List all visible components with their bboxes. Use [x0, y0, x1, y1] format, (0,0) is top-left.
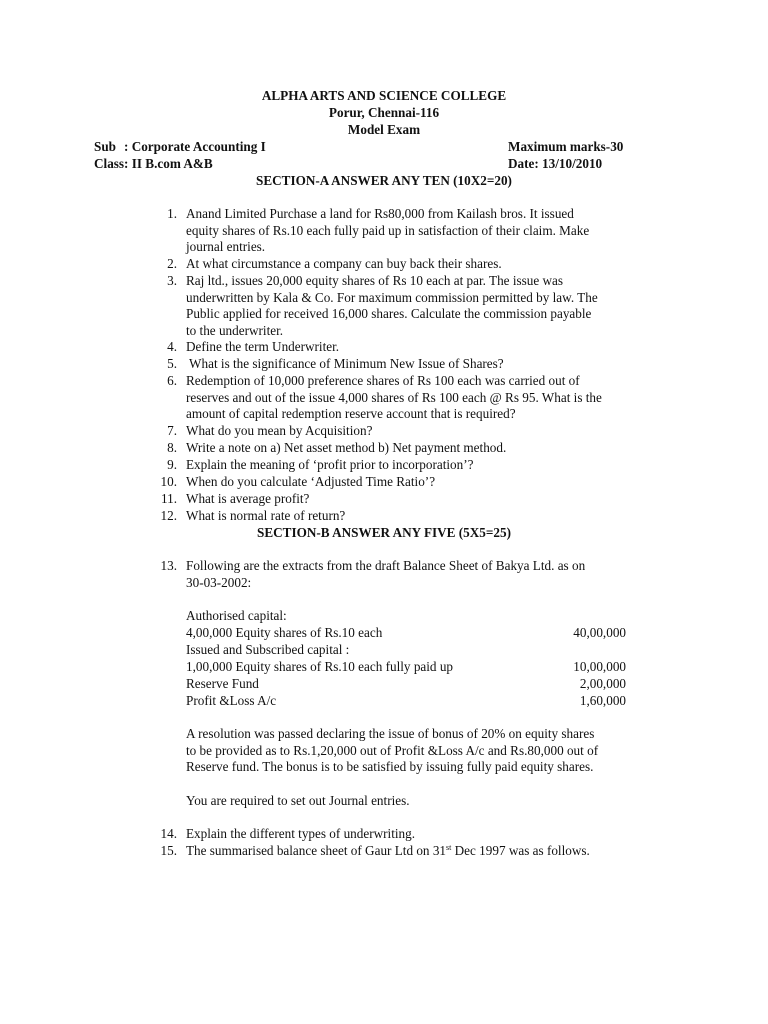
balance-row-label: Profit &Loss A/c: [186, 693, 277, 708]
balance-row: [186, 642, 626, 659]
question-number: 7.: [167, 423, 177, 438]
question-text-line: Following are the extracts from the draft Balance Sheet of Bakya Ltd. as on: [186, 558, 586, 573]
question-number: 9.: [167, 457, 177, 472]
maximum-marks: Maximum marks-30: [508, 139, 624, 154]
balance-row-label: Reserve Fund: [186, 676, 259, 691]
question-text-part: Dec 1997 was as follows.: [451, 843, 590, 858]
section-a-title: SECTION-A ANSWER ANY TEN (10X2=20): [256, 173, 512, 188]
question-text-line: What is average profit?: [186, 491, 310, 506]
subject-value: : Corporate Accounting I: [124, 139, 266, 154]
question-text-line: When do you calculate ‘Adjusted Time Ratio’?: [186, 474, 436, 489]
question-text-line: to the underwriter.: [186, 322, 284, 338]
balance-row-amount: 40,00,000: [573, 625, 626, 640]
question-number: 8.: [167, 440, 177, 455]
balance-row: [186, 625, 626, 642]
question-text-line: equity shares of Rs.10 each fully paid up in satisfaction of their claim. Make: [186, 222, 590, 238]
question-number: 5.: [167, 356, 177, 371]
question-text-line: Write a note on a) Net asset method b) Net payment method.: [186, 440, 507, 455]
question-text-line: Reserve fund. The bonus is to be satisfied by issuing fully paid equity shares.: [186, 759, 594, 775]
question-text-line: 30-03-2002:: [186, 574, 252, 590]
question-number: 6.: [167, 373, 177, 388]
question-text-part: The summarised balance sheet of Gaur Ltd on 31: [186, 843, 447, 858]
class-label: Class: II B.com A&B: [94, 156, 213, 171]
q13-instruction: You are required to set out Journal entries.: [186, 793, 410, 808]
question-number: 1.: [167, 206, 177, 221]
question-text-line: Explain the different types of underwriting.: [186, 826, 416, 841]
question-number: 12.: [160, 508, 177, 523]
balance-row-amount: 2,00,000: [579, 676, 626, 691]
question-number: 10.: [160, 474, 177, 489]
balance-row-amount: 1,60,000: [579, 693, 626, 708]
ordinal-suffix: st: [446, 843, 452, 852]
question-text-line: Redemption of 10,000 preference shares of Rs 100 each was carried out of: [186, 373, 580, 388]
question-text-line: What is normal rate of return?: [186, 508, 346, 523]
exam-date: Date: 13/10/2010: [508, 156, 603, 171]
question-number: 3.: [167, 273, 177, 288]
question-text-line: Define the term Underwriter.: [186, 339, 340, 354]
question-text-line: Anand Limited Purchase a land for Rs80,000 from Kailash bros. It issued: [186, 206, 574, 221]
balance-row: [186, 676, 626, 693]
exam-title: Model Exam: [347, 122, 421, 137]
question-text-line: underwritten by Kala & Co. For maximum commission permitted by law. The: [186, 289, 598, 305]
balance-row-amount: 10,00,000: [573, 659, 626, 674]
balance-row: [186, 659, 626, 676]
question-text-line: What is the significance of Minimum New Issue of Shares?: [186, 356, 504, 371]
question-number: 14.: [160, 826, 177, 841]
question-text-line: amount of capital redemption reserve account that is required?: [186, 406, 516, 422]
balance-row-label: 1,00,000 Equity shares of Rs.10 each fully paid up: [186, 659, 454, 674]
question-number: 4.: [167, 339, 177, 354]
question-text-line: reserves and out of the issue 4,000 shares of Rs 100 each @ Rs 95. What is the: [186, 389, 602, 405]
college-name: ALPHA ARTS AND SCIENCE COLLEGE: [261, 88, 507, 103]
college-location: Porur, Chennai-116: [328, 105, 440, 120]
balance-row-label: Issued and Subscribed capital :: [186, 642, 350, 657]
question-text-line: journal entries.: [186, 239, 266, 255]
question-number: 2.: [167, 256, 177, 271]
question-number: 11.: [161, 491, 177, 506]
question-text-line: Explain the meaning of ‘profit prior to incorporation’?: [186, 457, 474, 472]
question-number: 15.: [160, 843, 177, 858]
question-text-line: [186, 843, 686, 860]
question-text-line: Public applied for received 16,000 shares. Calculate the commission payable: [186, 306, 592, 322]
section-b-title: SECTION-B ANSWER ANY FIVE (5X5=25): [257, 525, 511, 540]
authorised-capital-label: Authorised capital:: [186, 608, 287, 623]
subject-label: Sub: [94, 139, 117, 154]
question-number: 13.: [160, 558, 177, 573]
balance-row-label: 4,00,000 Equity shares of Rs.10 each: [186, 625, 383, 640]
question-text-line: A resolution was passed declaring the issue of bonus of 20% on equity shares: [186, 726, 595, 741]
question-text-line: At what circumstance a company can buy back their shares.: [186, 256, 502, 271]
question-text-line: What do you mean by Acquisition?: [186, 423, 373, 438]
question-text-line: to be provided as to Rs.1,20,000 out of Profit &Loss A/c and Rs.80,000 out of: [186, 742, 599, 758]
balance-row: [186, 693, 626, 710]
question-text-line: Raj ltd., issues 20,000 equity shares of Rs 10 each at par. The issue was: [186, 273, 564, 288]
